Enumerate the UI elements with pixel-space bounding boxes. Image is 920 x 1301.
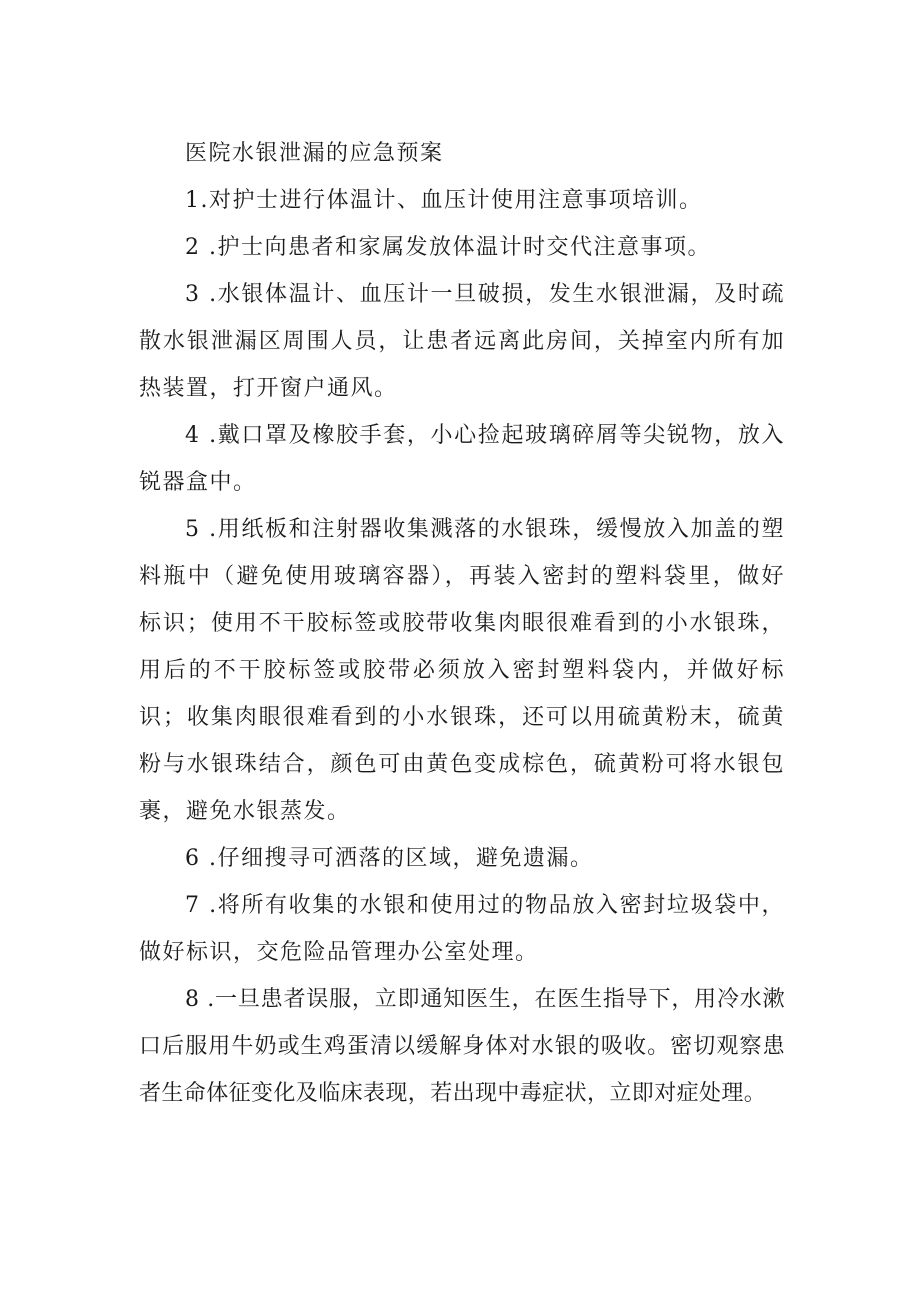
list-item-4: 4 .戴口罩及橡胶手套，小心捡起玻璃碎屑等尖锐物，放入锐器盒中。	[139, 423, 785, 495]
list-item-5: 5 .用纸板和注射器收集溅落的水银珠，缓慢放入加盖的塑料瓶中（避免使用玻璃容器），再装入密封的塑料袋里，做好标识；使用不干胶标签或胶带收集肉眼很难看到的小水银珠，用后的不干胶标签或胶带必须放入密封塑料袋内，并做好标识；收集肉眼很难看到的小水银珠，还可以用硫黄粉末，硫黄粉与水银珠结合，颜色可由黄色变成棕色，硫黄粉可将水银包裹，避免水银蒸发。	[139, 517, 785, 824]
list-item-7: 7 .将所有收集的水银和使用过的物品放入密封垃圾袋中，做好标识，交危险品管理办公室处理。	[139, 893, 785, 965]
list-item-3: 3 .水银体温计、血压计一旦破损，发生水银泄漏，及时疏散水银泄漏区周围人员，让患者远离此房间，关掉室内所有加热装置，打开窗户通风。	[139, 282, 785, 401]
list-item-8: 8 .一旦患者误服，立即通知医生，在医生指导下，用冷水漱口后服用牛奶或生鸡蛋清以缓解身体对水银的吸收。密切观察患者生命体征变化及临床表现，若出现中毒症状，立即对症处理。	[139, 987, 785, 1106]
list-item-1: 1.对护士进行体温计、血压计使用注意事项培训。	[185, 188, 703, 213]
list-item-2: 2 .护士向患者和家属发放体温计时交代注意事项。	[185, 235, 711, 260]
document-body	[139, 130, 785, 1117]
document-title: 医院水银泄漏的应急预案	[185, 141, 444, 166]
list-item-6: 6 .仔细搜寻可洒落的区域，避免遗漏。	[185, 846, 594, 871]
